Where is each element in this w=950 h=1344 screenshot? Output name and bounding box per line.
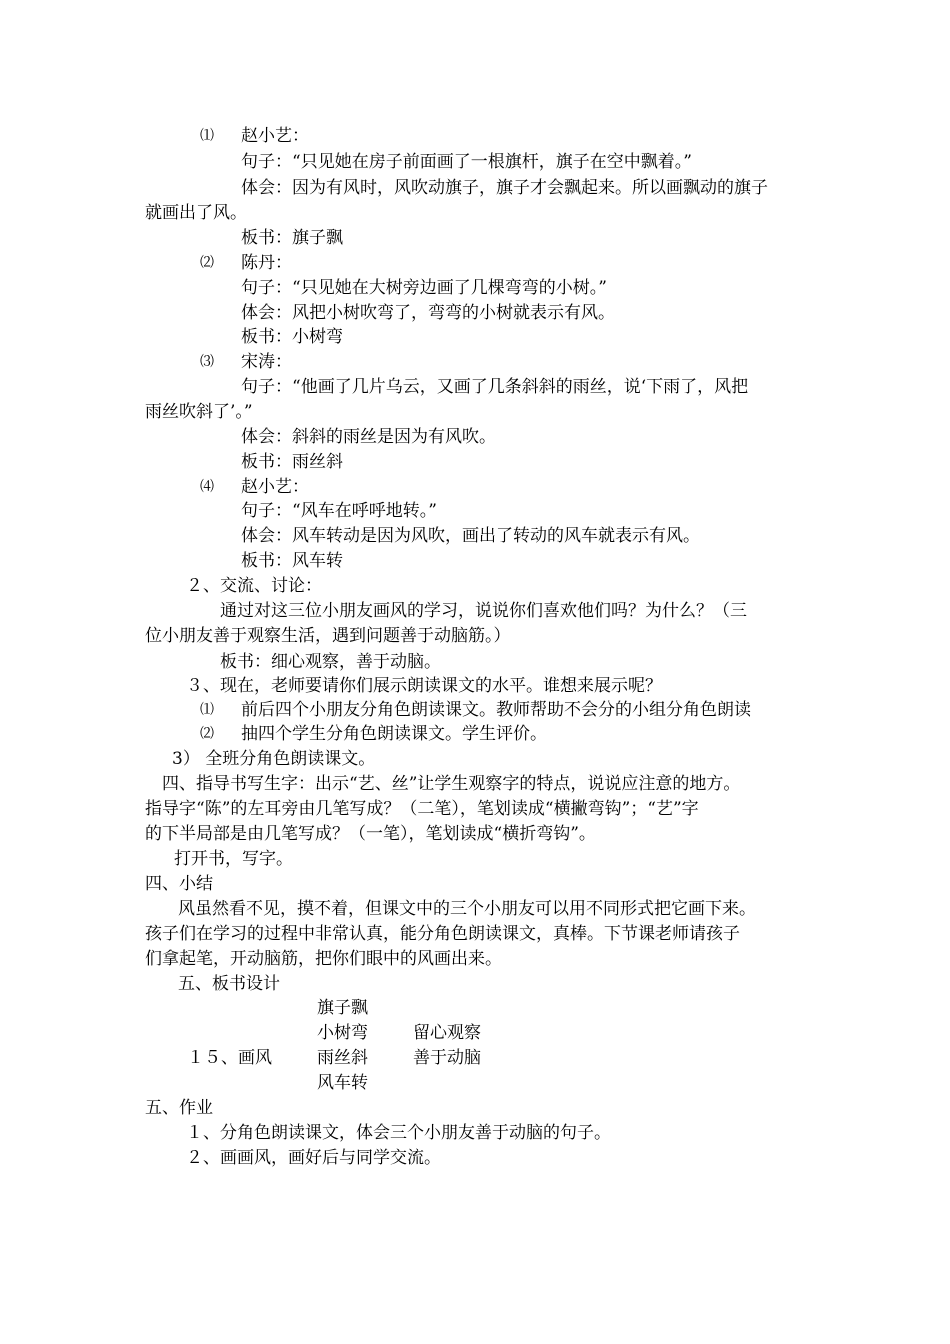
list-marker: ⑵ bbox=[200, 726, 214, 742]
text-line: 孩子们在学习的过程中非常认真，能分角色朗读课文，真棒。下节课老师请孩子 bbox=[145, 924, 740, 944]
text-line: 位小朋友善于观察生活，遇到问题善于动脑筋。） bbox=[145, 626, 511, 646]
text-line: 体会：因为有风时，风吹动旗子，旗子才会飘起来。所以画飘动的旗子 bbox=[241, 178, 768, 198]
board-text: 雨丝斜 bbox=[317, 1048, 368, 1068]
text-line: 句子：“他画了几片乌云，又画了几条斜斜的雨丝，说‘下雨了，风把 bbox=[241, 377, 749, 397]
text-line: 抽四个学生分角色朗读课文。学生评价。 bbox=[241, 724, 547, 744]
board-text: 小树弯 bbox=[317, 1023, 368, 1043]
text-line: 们拿起笔，开动脑筋，把你们眼中的风画出来。 bbox=[145, 949, 502, 969]
text-line: 打开书，写字。 bbox=[174, 849, 293, 869]
text-line: 四、指导书写生字：出示“艺、丝”让学生观察字的特点，说说应注意的地方。 bbox=[162, 774, 741, 794]
list-marker: ⑴ bbox=[200, 128, 214, 144]
list-marker: ⑴ bbox=[200, 702, 214, 718]
text-line: 体会：风把小树吹弯了，弯弯的小树就表示有风。 bbox=[241, 303, 615, 323]
list-marker: ⑵ bbox=[200, 255, 214, 271]
text-line: 赵小艺： bbox=[241, 126, 309, 146]
text-line: 3） 全班分角色朗读课文。 bbox=[172, 749, 376, 769]
text-line: 赵小艺： bbox=[241, 477, 309, 497]
text-line: 指导字“陈”的左耳旁由几笔写成？（二笔），笔划读成“横撇弯钩”；“艺”字 bbox=[145, 799, 699, 819]
text-line: 板书：细心观察，善于动脑。 bbox=[220, 652, 441, 672]
text-line: ２、画画风，画好后与同学交流。 bbox=[186, 1148, 441, 1168]
section-heading: 四、小结 bbox=[145, 874, 213, 894]
text-line: 板书：小树弯 bbox=[241, 327, 343, 347]
text-line: 板书：风车转 bbox=[241, 551, 343, 571]
text-line: 体会：风车转动是因为风吹，画出了转动的风车就表示有风。 bbox=[241, 526, 700, 546]
text-line: 句子：“只见她在房子前面画了一根旗杆，旗子在空中飘着。” bbox=[241, 152, 692, 172]
text-line: 板书：旗子飘 bbox=[241, 228, 343, 248]
text-line: ３、现在，老师要请你们展示朗读课文的水平。谁想来展示呢？ bbox=[186, 676, 662, 696]
text-line: 的下半局部是由几笔写成？（一笔），笔划读成“横折弯钩”。 bbox=[145, 824, 596, 844]
list-marker: ⑷ bbox=[200, 479, 214, 495]
text-line: 句子：“只见她在大树旁边画了几棵弯弯的小树。” bbox=[241, 278, 607, 298]
text-line: 体会：斜斜的雨丝是因为有风吹。 bbox=[241, 427, 496, 447]
text-line: 句子：“风车在呼呼地转。” bbox=[241, 501, 437, 521]
text-line: 风虽然看不见，摸不着，但课文中的三个小朋友可以用不同形式把它画下来。 bbox=[178, 899, 756, 919]
text-line: １、分角色朗读课文，体会三个小朋友善于动脑的句子。 bbox=[186, 1123, 611, 1143]
text-line: 宋涛： bbox=[241, 352, 292, 372]
list-marker: ⑶ bbox=[200, 354, 214, 370]
board-text: 留心观察 bbox=[413, 1023, 481, 1043]
text-line: 陈丹： bbox=[241, 253, 292, 273]
board-text: 善于动脑 bbox=[413, 1048, 481, 1068]
text-line: 前后四个小朋友分角色朗读课文。教师帮助不会分的小组分角色朗读 bbox=[241, 700, 751, 720]
board-text: 风车转 bbox=[317, 1073, 368, 1093]
section-heading: 五、板书设计 bbox=[178, 974, 280, 994]
section-heading: 五、作业 bbox=[145, 1098, 213, 1118]
text-line: 雨丝吹斜了’。” bbox=[145, 402, 253, 422]
board-text: 旗子飘 bbox=[317, 998, 368, 1018]
text-line: ２、交流、讨论： bbox=[186, 576, 322, 596]
text-line: 板书：雨丝斜 bbox=[241, 452, 343, 472]
board-text: １５、画风 bbox=[187, 1048, 272, 1068]
text-line: 通过对这三位小朋友画风的学习，说说你们喜欢他们吗？为什么？（三 bbox=[220, 601, 747, 621]
text-line: 就画出了风。 bbox=[145, 203, 247, 223]
